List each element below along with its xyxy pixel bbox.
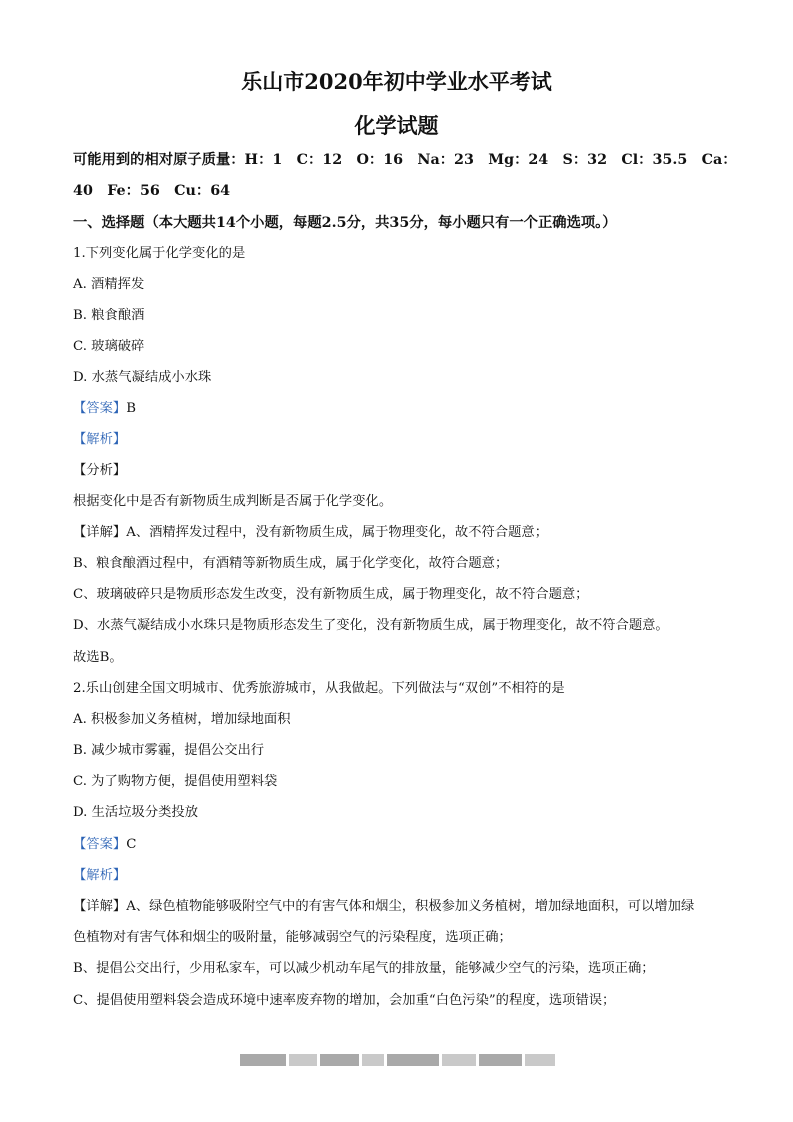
question-1-detail-d: D、水蒸气凝结成小水珠只是物质形态发生了变化，没有新物质生成，属于物理变化，故不符合题意。: [73, 618, 669, 633]
blurred-watermark: [240, 1054, 555, 1066]
watermark-block: [479, 1054, 523, 1066]
watermark-block: [320, 1054, 360, 1066]
question-2-stem: 2.乐山创建全国文明城市、优秀旅游城市，从我做起。下列做法与“双创”不相符的是: [73, 681, 565, 696]
watermark-block: [387, 1054, 439, 1066]
question-1-option-d: D. 水蒸气凝结成小水珠: [73, 370, 212, 385]
page-subtitle: 化学试题: [354, 113, 439, 138]
section-heading: 一、选择题（本大题共14个小题，每题2.5分，共35分，每小题只有一个正确选项。）: [73, 215, 617, 231]
detail-text: A、绿色植物能够吸附空气中的有害气体和烟尘，积极参加义务植树，增加绿地面积，可以增加绿: [126, 899, 695, 914]
watermark-block: [362, 1054, 384, 1066]
detail-text: A、酒精挥发过程中，没有新物质生成，属于物理变化，故不符合题意；: [126, 525, 548, 540]
question-2-detail-a2: 色植物对有害气体和烟尘的吸附量，能够减弱空气的污染程度，选项正确；: [73, 930, 512, 945]
analysis-tag: 【解析】: [73, 868, 127, 883]
question-1-conclusion: 故选B。: [73, 650, 123, 665]
question-1-answer: [73, 399, 733, 419]
question-2-option-c: C. 为了购物方便，提倡使用塑料袋: [73, 774, 278, 789]
question-2-analysis-tag: [73, 866, 733, 886]
watermark-block: [442, 1054, 476, 1066]
answer-tag: 【答案】: [73, 401, 127, 416]
question-2-option-a: A. 积极参加义务植树，增加绿地面积: [73, 712, 291, 727]
question-1-option-a: A. 酒精挥发: [73, 277, 145, 292]
detail-tag: 【详解】: [73, 899, 127, 914]
analysis-tag: 【解析】: [73, 432, 127, 447]
question-1-analysis-tag: [73, 430, 733, 450]
atomic-mass-line-2: 40 Fe：56 Cu：64: [73, 183, 231, 199]
answer-value: C: [126, 837, 137, 852]
question-1-option-b: B. 粮食酿酒: [73, 308, 145, 323]
question-1-stem: 1.下列变化属于化学变化的是: [73, 246, 246, 261]
question-1-fenxi-text: 根据变化中是否有新物质生成判断是否属于化学变化。: [73, 494, 393, 509]
question-2-answer: [73, 835, 733, 855]
question-1-detail-b: B、粮食酿酒过程中，有酒精等新物质生成，属于化学变化，故符合题意；: [73, 556, 509, 571]
page-title: 乐山市2020年初中学业水平考试: [241, 69, 552, 94]
watermark-block: [525, 1054, 555, 1066]
question-1-option-c: C. 玻璃破碎: [73, 339, 145, 354]
detail-tag: 【详解】: [73, 525, 127, 540]
answer-tag: 【答案】: [73, 837, 127, 852]
atomic-mass-line-1: 可能用到的相对原子质量：H：1 C：12 O：16 Na：23 Mg：24 S：32 Cl：35.5 Ca：: [73, 152, 737, 168]
watermark-block: [240, 1054, 286, 1066]
question-1-fenxi-tag: 【分析】: [73, 463, 127, 478]
answer-value: B: [126, 401, 136, 416]
question-1-detail-a: [73, 523, 733, 543]
question-2-detail-c: C、提倡使用塑料袋会造成环境中速率废弃物的增加，会加重“白色污染”的程度，选项错误；: [73, 993, 616, 1008]
question-1-detail-c: C、玻璃破碎只是物质形态发生改变，没有新物质生成，属于物理变化，故不符合题意；: [73, 587, 589, 602]
question-2-option-d: D. 生活垃圾分类投放: [73, 805, 199, 820]
question-2-detail-b: B、提倡公交出行，少用私家车，可以减少机动车尾气的排放量，能够减少空气的污染，选项正确；: [73, 961, 655, 976]
question-2-detail-a1: [73, 897, 733, 917]
watermark-block: [289, 1054, 317, 1066]
question-2-option-b: B. 减少城市雾霾，提倡公交出行: [73, 743, 265, 758]
